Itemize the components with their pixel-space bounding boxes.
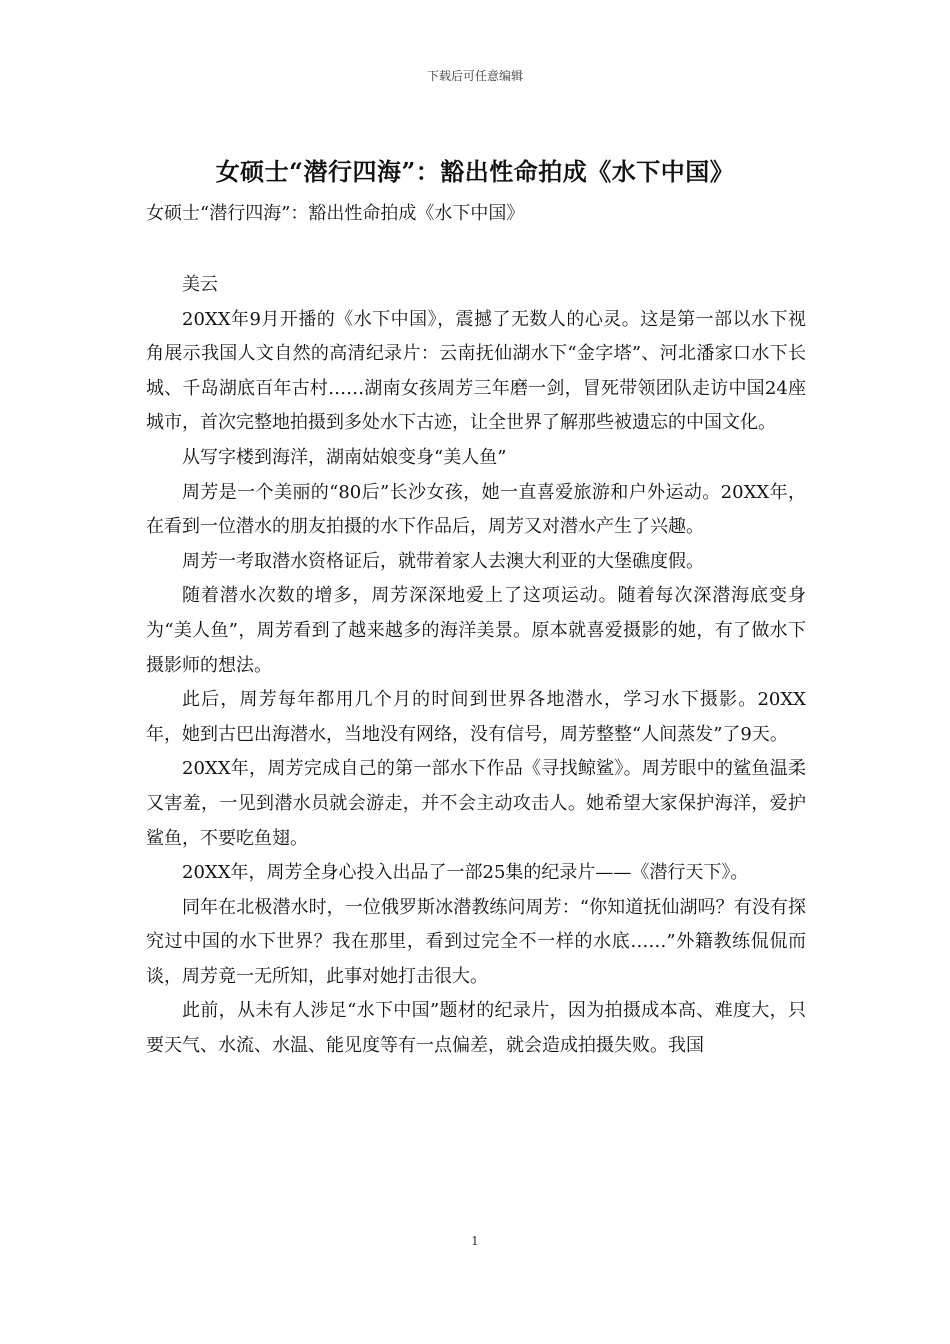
paragraph: 周芳一考取潜水资格证后，就带着家人去澳大利亚的大堡礁度假。 <box>182 550 704 572</box>
page-header-note: 下载后可任意编辑 <box>426 69 523 83</box>
paragraph: 此后，周芳每年都用几个月的时间到世界各地潜水，学习水下摄影。20XX年，她到古巴出海潜水，当地没有网络，没有信号，周芳整整“人间蒸发”了9天。 <box>146 689 806 745</box>
document-title: 女硕士“潜行四海”：豁出性命拍成《水下中国》 <box>215 157 735 186</box>
author-line: 美云 <box>182 274 218 295</box>
paragraph: 随着潜水次数的增多，周芳深深地爱上了这项运动。随着每次深潜海底变身为“美人鱼”，周芳看到了越来越多的海洋美景。原本就喜爱摄影的她，有了做水下摄影师的想法。 <box>146 585 806 676</box>
section-heading: 从写字楼到海洋，湖南姑娘变身“美人鱼” <box>182 446 507 468</box>
document-body <box>146 268 806 1064</box>
paragraph: 同年在北极潜水时，一位俄罗斯冰潜教练问周芳：“你知道抚仙湖吗？有没有探究过中国的水下世界？我在那里，看到过完全不一样的水底……”外籍教练侃侃而谈，周芳竟一无所知，此事对她打击很大。 <box>146 896 806 987</box>
page-number: 1 <box>471 1234 479 1248</box>
paragraph: 此前，从未有人涉足“水下中国”题材的纪录片，因为拍摄成本高、难度大，只要天气、水流、水温、能见度等有一点偏差，就会造成拍摄失败。我国 <box>146 1000 806 1057</box>
paragraph: 20XX年，周芳完成自己的第一部水下作品《寻找鲸鲨》。周芳眼中的鲨鱼温柔又害羞，一见到潜水员就会游走，并不会主动攻击人。她希望大家保护海洋，爱护鲨鱼，不要吃鱼翅。 <box>146 758 806 849</box>
paragraph: 20XX年9月开播的《水下中国》，震撼了无数人的心灵。这是第一部以水下视角展示我国人文自然的高清纪录片：云南抚仙湖水下“金字塔”、河北潘家口水下长城、千岛湖底百年古村……湖南女孩周芳三年磨一剑，冒死带领团队走访中国24座城市，首次完整地拍摄到多处水下古迹，让全世界了解那些被遗忘的中国文化。 <box>146 308 806 434</box>
paragraph: 周芳是一个美丽的“80后”长沙女孩，她一直喜爱旅游和户外运动。20XX年，在看到一位潜水的朋友拍摄的水下作品后，周芳又对潜水产生了兴趣。 <box>146 481 806 538</box>
document-subtitle: 女硕士“潜行四海”：豁出性命拍成《水下中国》 <box>146 203 525 224</box>
paragraph: 20XX年，周芳全身心投入出品了一部25集的纪录片——《潜行天下》。 <box>182 862 749 884</box>
